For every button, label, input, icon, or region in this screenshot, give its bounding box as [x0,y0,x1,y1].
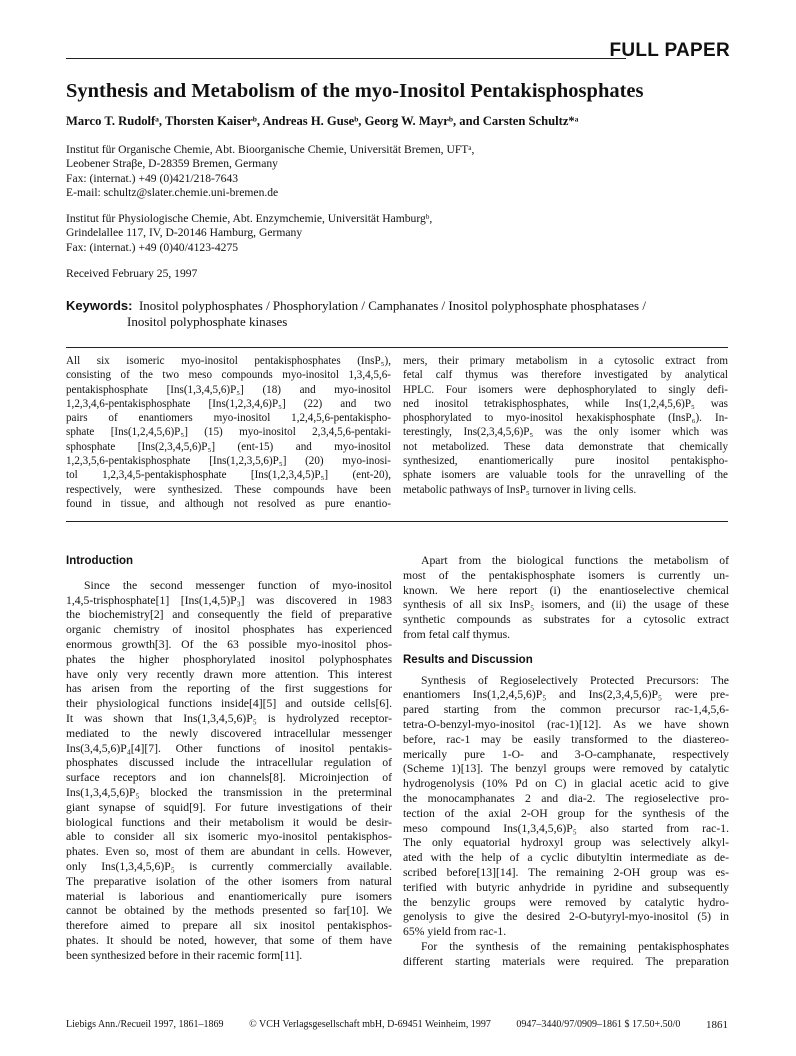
text-line: enormous growth[3]. Of the 63 possible myo-inositol phos- [66,637,392,651]
affiliation-bremen [66,143,474,201]
abstract-rule-top [66,347,728,348]
text-line: sphate [Ins(1,2,4,5,6)P₅] (15) myo-inositol 2,3,4,5,6-pentaki- [66,426,391,439]
results-body [403,674,729,940]
text-line: mediated to the newly discovered intracellular messenger [66,726,392,740]
affiliation-line: Grindelallee 117, IV, D-20146 Hamburg, Germany [66,226,303,240]
section-label: FULL PAPER [609,40,730,61]
affiliation-hamburg [66,212,432,255]
affiliation-line: Institut für Organische Chemie, Abt. Bioorganische Chemie, Universität Bremen, UFTᵃ, [66,143,475,156]
text-line: synthesized, enantiomerically pure inositol pentakispho- [403,455,728,468]
introduction-heading: Introduction [66,555,134,567]
text-line: the biochemistry[2] and consequently the field of preparative [66,608,392,622]
text-line: material is laborious and enantiomerically pure isomers [66,889,392,903]
text-line: surface receptors and ion channels[8]. Microinjection of [66,771,392,785]
text-line: tection of the axial 2-OH group for the synthesis of the [403,806,729,820]
keywords-label: Keywords: [66,298,133,313]
text-line: scribed before[13][14]. The remaining 2-OH group was es- [403,865,729,879]
text-line: meso compound Ins(1,3,4,5,6)P₅ also started from rac-1. [403,821,729,835]
text-line: ated with the help of a cyclic dibutyltin intermediate as de- [403,851,729,865]
text-line: phates. It should be noted, however, that some of them have [66,933,392,947]
publisher-note: © VCH Verlagsgesellschaft mbH, D-69451 Weinheim, 1997 [249,1019,491,1030]
text-line: Ins(3,4,5,6)P₄[4][7]. Other functions of inositol pentakis- [66,741,392,755]
abstract-rule-bottom [66,521,728,522]
text-line: HPLC. Four isomers were dephosphorylated to singly defi- [403,383,728,396]
text-line: pared starting from the common precursor rac-1,4,5,6- [403,703,729,717]
text-line: sphosphate [Ins(2,3,4,5,6)P₅] (ent-15) and myo-inositol [66,440,391,453]
text-line: metabolic pathways of InsP₅ turnover in living cells. [403,483,637,496]
text-line: 1,2,3,4,6-pentakisphosphate [Ins(1,2,3,4,6)P₅] (22) and two [66,397,391,410]
text-line: (Scheme 1)[13]. The benzyl groups were removed by catalytic [403,762,729,776]
text-line: The preparative isolation of the other isomers from natural [66,874,392,888]
introduction-column [66,554,392,964]
keywords-line-1: Inositol polyphosphates / Phosphorylation / Camphanates / Inositol polyphosphate phosphatases / [138,298,646,313]
text-line: the monocamphanates 2 and dia-2. The regioselective pro- [403,791,729,805]
page-footer [66,1019,728,1031]
results-column [403,554,729,970]
text-line: mers, their primary metabolism in a cytosolic extract from [403,355,728,367]
affiliation-email: E-mail: schultz@slater.chemie.uni-bremen.de [66,186,279,200]
affiliation-line: Fax: (internat.) +49 (0)40/4123-4275 [66,240,239,254]
text-line: therefore aimed to prepare all six inositol pentakisphos- [66,919,392,933]
affiliation-line: Institut für Physiologische Chemie, Abt. Enzymchemie, Universität Hamburgᵇ, [66,212,433,225]
abstract-right-column [403,354,728,497]
text-line: Apart from the biological functions the metabolism of [421,554,729,567]
text-line: merically pure 1-O- and 3-O-camphanate, respectively [403,747,729,761]
page-number: 1861 [705,1019,728,1031]
keywords-line-2: Inositol polyphosphate kinases [127,314,288,329]
text-line: Since the second messenger function of myo-inositol [84,578,392,592]
text-line: found in tissue, and although not resolved as pure enantio- [66,497,391,510]
text-line: consisting of the two meso compounds myo-inositol 1,3,4,5,6- [66,369,391,382]
paper-title: Synthesis and Metabolism of the myo-Inositol Pentakisphosphates [66,80,644,102]
text-line: It was shown that Ins(1,3,4,5,6)P₅ is hydrolyzed receptor- [66,711,392,725]
affiliation-line: Fax: (internat.) +49 (0)421/218-7643 [66,171,239,185]
text-line: phates. Even so, most of them are abundant in cells. However, [66,845,392,859]
text-line: the benzylic groups were removed by catalytic hydro- [403,895,729,909]
text-line: hydrogenolysis (10% Pd on C) in glacial acetic acid to give [403,777,729,791]
text-line: has arisen from the reporting of the first suggestions for [66,682,392,696]
results-heading: Results and Discussion [403,653,533,666]
introduction-continued [403,554,729,643]
text-line: not metabolized. These data demonstrate that chemically [403,440,728,453]
text-line: tetra-O-benzyl-myo-inositol (rac-1)[12]. As we have shown [403,717,729,731]
text-line: respectively, were synthesized. These compounds have been [66,483,391,496]
text-line: different starting materials were required. The preparation [403,954,729,968]
text-line: 1,4,5-trisphosphate[1] [Ins(1,4,5)P₃] was discovered in 1983 [66,593,392,607]
text-line: most of the pentakisphosphate isomers is currently un- [403,568,729,582]
text-line: synthesis of all six InsP₅ isomers, and (ii) the usage of these [403,598,729,612]
text-line: tol 1,2,3,4,5-pentakisphosphate [Ins(1,2,3,4,5)P₅] (ent-20), [66,469,391,482]
text-line: terified with butyric anhydride in pyridine and subsequently [403,880,729,894]
text-line: enantiomers Ins(1,2,4,5,6)P₅ and Ins(2,3,4,5,6)P₅ were pre- [403,688,729,702]
text-line: fetal calf thymus was therefore investigated by analytical [403,369,728,382]
price-code: 0947–3440/97/0909–1861 $ 17.50+.50/0 [516,1019,681,1030]
text-line: pairs of enantiomers myo-inositol 1,2,4,5,6-pentakispho- [66,412,391,425]
text-line: only Ins(1,3,4,5,6)P₅ is currently commercially available. [66,859,392,873]
abstract-left-column [66,354,391,511]
text-line: 65% yield from rac-1. [403,925,507,939]
affiliation-line: Leobener Straβe, D-28359 Bremen, Germany [66,157,278,171]
text-line: giant synapse of squid[9]. For future investigations of their [66,800,392,814]
author-list: Marco T. Rudolfᵃ, Thorsten Kaiserᵇ, Andreas H. Guseᵇ, Georg W. Mayrᵇ, and Carsten Schultz*ᵃ [66,114,579,128]
text-line: synthetic compounds as substrates for a cytosolic extract [403,613,729,627]
text-line: pentakisphosphate [Ins(1,3,4,5,6)P₅] (18) and myo-inositol [66,383,391,396]
text-line: The only equatorial hydroxyl group was selectively alkyl- [403,836,729,850]
text-line: from fetal calf thymus. [403,627,511,641]
text-line: phosphates discussed include the intracellular regulation of [66,756,392,770]
text-line: For the synthesis of the remaining pentakisphosphates [421,939,729,953]
text-line: ned inositol tetrakisphosphates, while Ins(1,2,4,5,6)P₅ was [403,397,728,410]
received-date: Received February 25, 1997 [66,267,198,280]
introduction-body [66,579,392,964]
text-line: All six isomeric myo-inositol pentakisphosphates (InsP₅), [66,355,391,367]
text-line: Synthesis of Regioselectively Protected Precursors: The [421,673,729,687]
text-line: their physiological functions inside[4][5] and outside cells[6]. [66,697,392,711]
results-paragraph-2 [403,940,729,970]
text-line: Ins(1,3,4,5,6)P₅ blocked the transmission in the preterminal [66,785,392,799]
text-line: terestingly, Ins(2,3,4,5,6)P₅ was the only isomer which was [403,426,728,439]
text-line: phosphorylated to myo-inositol hexakisphosphate (InsP₆). In- [403,412,728,425]
text-line: able to consider all six isomeric myo-inositol pentakisphos- [66,830,392,844]
text-line: 1,2,3,5,6-pentakisphosphate [Ins(1,2,3,5,6)P₅] (20) myo-inosi- [66,455,391,468]
text-line: before, rac-1 may be easily transformed to the diastereo- [403,732,729,746]
keywords-block [66,298,646,330]
text-line: sphate isomers are valuable tools for the unravelling of the [403,469,728,482]
text-line: cannot be obtained by the methods presented so far[10]. We [66,904,392,918]
text-line: have only very recently drawn more attention. This interest [66,667,392,681]
header-rule [66,58,626,59]
text-line: biological functions and their metabolism it would be desir- [66,815,392,829]
text-line: been synthesized before in their racemic form[11]. [66,948,303,962]
text-line: organic chemistry of inositol phosphates has experienced [66,623,392,637]
text-line: known. We here report (i) the enantioselective chemical [403,583,729,597]
text-line: genolysis to give the desired 2-O-butyryl-myo-inositol (5) in [403,910,729,924]
text-line: phates the higher phosphorylated inositol polyphosphates [66,652,392,666]
journal-citation: Liebigs Ann./Recueil 1997, 1861–1869 [66,1019,224,1030]
